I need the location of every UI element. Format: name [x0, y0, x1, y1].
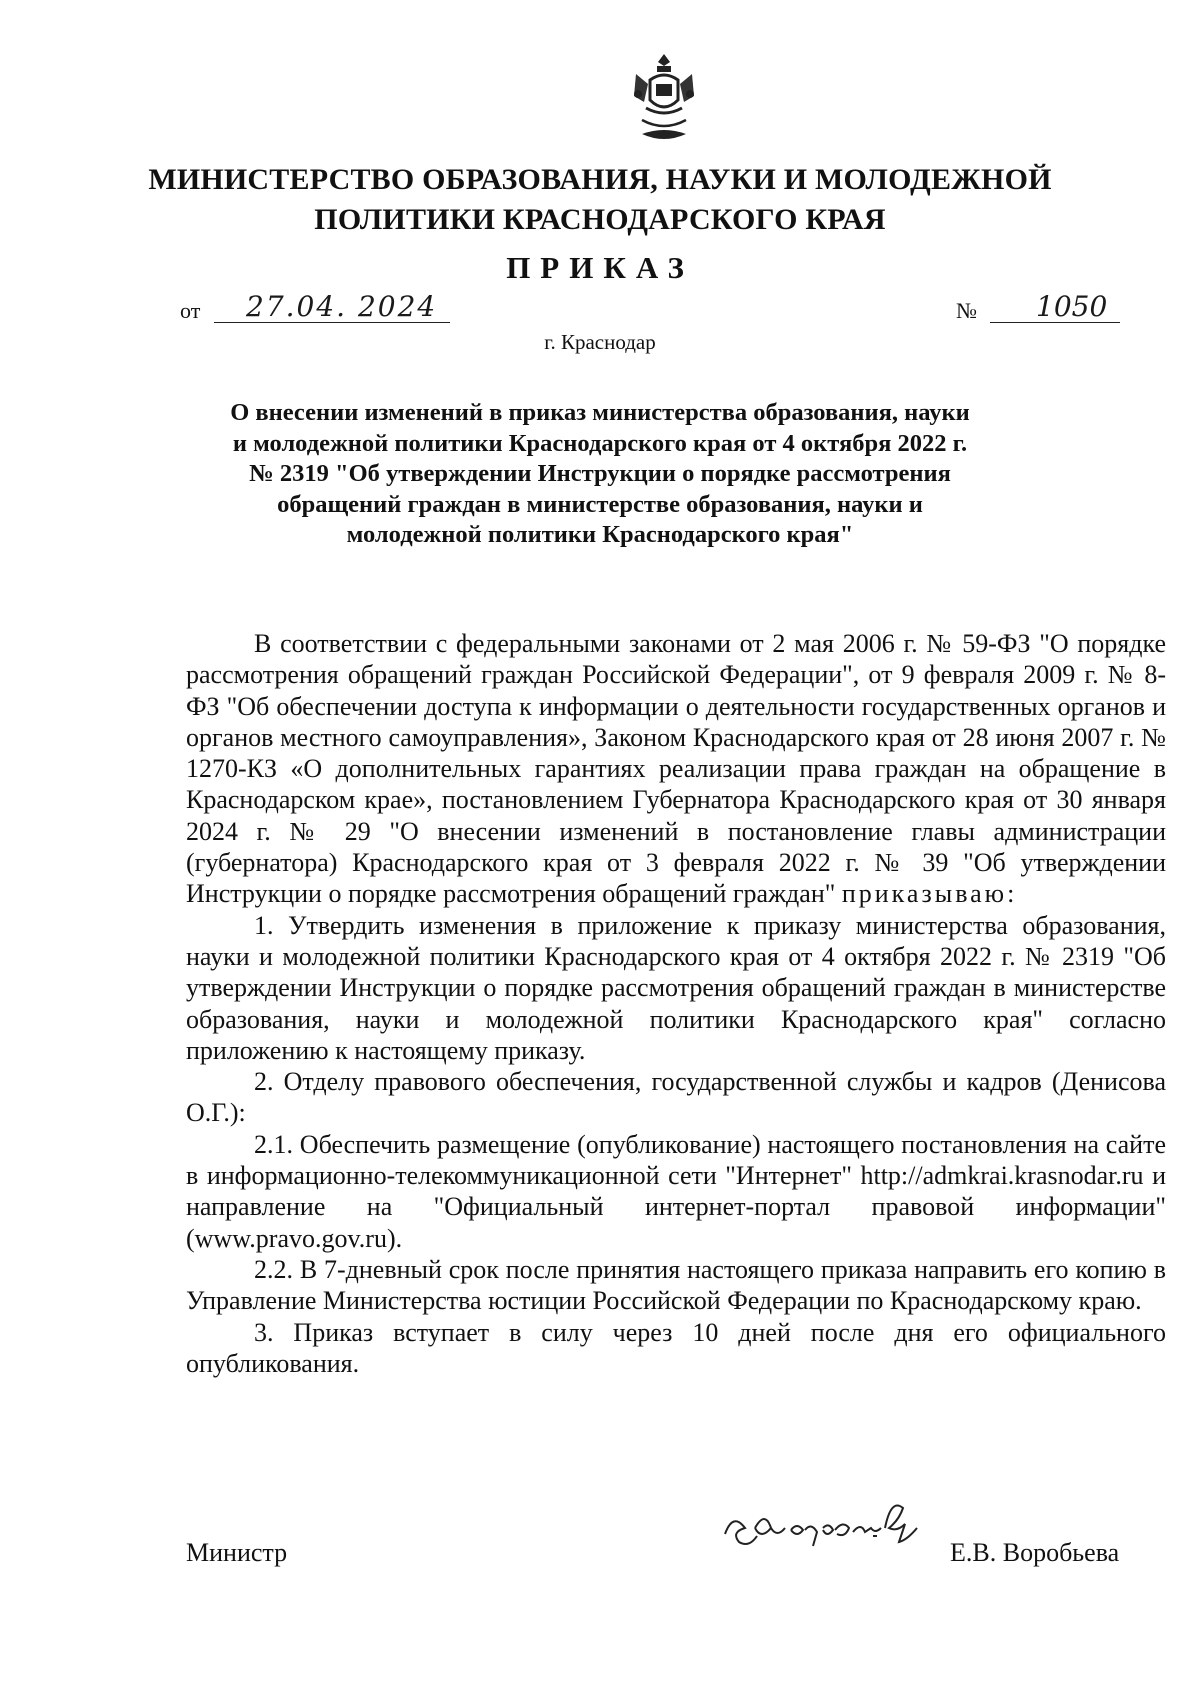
order-date: 27.04. 2024 [246, 290, 438, 323]
number-label: № [956, 298, 977, 323]
item-2: 2. Отделу правового обеспечения, государственной службы и кадров (Денисова О.Г.): [186, 1067, 1166, 1128]
ministry-name: МИНИСТЕРСТВО ОБРАЗОВАНИЯ, НАУКИ И МОЛОДЕЖНОЙ ПОЛИТИКИ КРАСНОДАРСКОГО КРАЯ [148, 163, 1052, 236]
item-3: 3. Приказ вступает в силу через 10 дней после дня его официального опубликования. [186, 1317, 1166, 1378]
order-subject: О внесении изменений в приказ министерства образования, науки и молодежной политики Краснодарского края от 4 октября 2022 г. № 2319 "Об утверждении Инструкции о порядке рассмотрения обращений граждан в министерстве образования, науки и молодежной политики Краснодарского края" [230, 399, 970, 548]
item-2-1: 2.1. Обеспечить размещение (опубликование) настоящего постановления на сайте в информационно-телекоммуникационной сети "Интернет" http://admkrai.krasnodar.ru и направление на "Официальный интернет-портал правовой информации" (www.pravo.gov.ru). [186, 1129, 1166, 1253]
item-1: 1. Утвердить изменения в приложение к приказу министерства образования, науки и молодежной политики Краснодарского края от 4 октября 2022 г. № 2319 "Об утверждении Инструкции о порядке рассмотрения обращений граждан в министерстве образования, науки и молодежной политики Краснодарского края" согласно приложению к настоящему приказу. [186, 910, 1166, 1065]
date-label: от [180, 298, 201, 323]
coat-of-arms-emblem [628, 50, 700, 148]
order-title: ПРИКАЗ [506, 250, 694, 285]
handwritten-signature [715, 1494, 965, 1560]
signatory-role: Министр [186, 1538, 288, 1567]
preamble-text: В соответствии с федеральными законами от 2 мая 2006 г. № 59-ФЗ "О порядке рассмотрения обращений граждан Российской Федерации", от 9 февраля 2009 г. № 8-ФЗ "Об обеспечении доступа к информации о деятельности государственных органов и органов местного самоуправления», Законом Краснодарского края от 28 июня 2007 г. № 1270-КЗ «О дополнительных гарантиях реализации права граждан на обращение в Краснодарском крае», постановлением Губернатора Краснодарского края от 30 января 2024 г. № 29 "О внесении изменений в постановление главы администрации (губернатора) Краснодарского края от 3 февраля 2022 г. № 39 "Об утверждении Инструкции о порядке рассмотрения обращений граждан" [186, 629, 1166, 909]
order-body [186, 628, 1166, 1379]
order-number: 1050 [1036, 290, 1108, 323]
signatory-name: Е.В. Воробьева [950, 1538, 1120, 1567]
preamble-paragraph [186, 628, 1166, 910]
city: г. Краснодар [544, 330, 656, 354]
order-word: приказываю: [841, 879, 1018, 909]
item-2-2: 2.2. В 7-дневный срок после принятия настоящего приказа направить его копию в Управление Министерства юстиции Российской Федерации по Краснодарскому краю. [186, 1254, 1166, 1316]
